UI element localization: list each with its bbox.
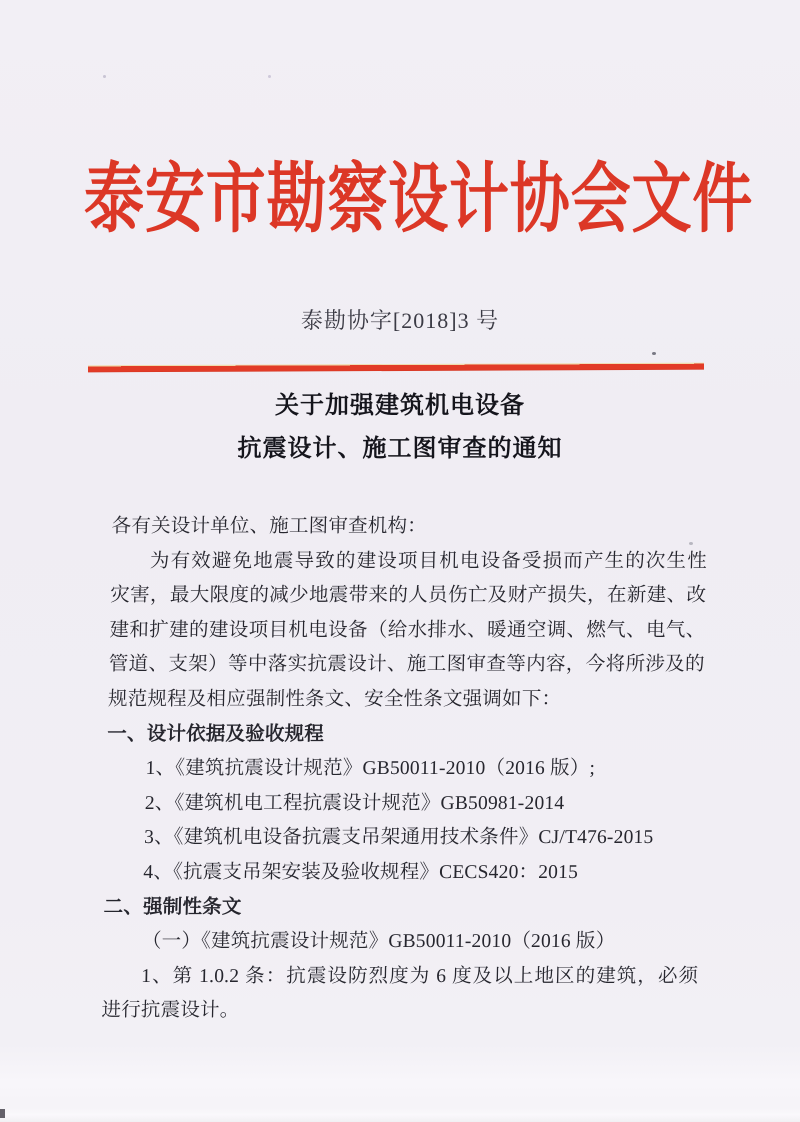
body-line: 规范规程及相应强制性条文、安全性条文强调如下：: [107, 688, 562, 710]
dust-speck: [652, 352, 656, 355]
body-line: 4、《抗震支吊架安装及验收规程》CECS420：2015: [143, 861, 579, 883]
body-line: 管道、支架）等中落实抗震设计、施工图审查等内容，今将所涉及的: [108, 654, 705, 676]
body-line: 进行抗震设计。: [101, 1000, 240, 1022]
body-line: 3、《建筑机电设备抗震支吊架通用技术条件》CJ/T476-2015: [143, 827, 654, 849]
masthead-title: 泰安市勘察设计协会文件: [84, 158, 754, 242]
document-number: 泰勘协字[2018]3 号: [300, 308, 500, 333]
dust-speck: [103, 75, 106, 78]
body-line: 为有效避免地震导致的建设项目机电设备受损而产生的次生性: [149, 550, 708, 572]
body-line: 各有关设计单位、施工图审查机构：: [111, 516, 428, 537]
notice-title: [0, 385, 800, 471]
document-body: [101, 510, 708, 1029]
notice-title-line2: 抗震设计、施工图审查的通知: [237, 436, 563, 462]
body-line: 1、第 1.0.2 条：抗震设防烈度为 6 度及以上地区的建筑，必须: [141, 965, 699, 987]
body-line: （一）《建筑抗震设计规范》GB50011-2010（2016 版）: [141, 931, 616, 953]
dust-speck: [268, 75, 271, 78]
body-line: 2、《建筑机电工程抗震设计规范》GB50981-2014: [144, 792, 565, 814]
dust-speck: [689, 542, 693, 545]
scan-edge-strip: [0, 1106, 800, 1122]
body-line: 1、《建筑抗震设计规范》GB50011-2010（2016 版）;: [145, 758, 596, 780]
body-line: 灾害，最大限度的减少地震带来的人员伤亡及财产损失，在新建、改: [109, 585, 707, 607]
body-line: 二、强制性条文: [103, 896, 242, 918]
red-separator-rule: [88, 363, 704, 373]
notice-title-line1: 关于加强建筑机电设备: [275, 393, 525, 419]
scan-edge-mark: [0, 1109, 5, 1118]
body-line: 一、设计依据及验收规程: [107, 723, 325, 745]
body-line: 建和扩建的建设项目机电设备（给水排水、暖通空调、燃气、电气、: [109, 619, 706, 641]
